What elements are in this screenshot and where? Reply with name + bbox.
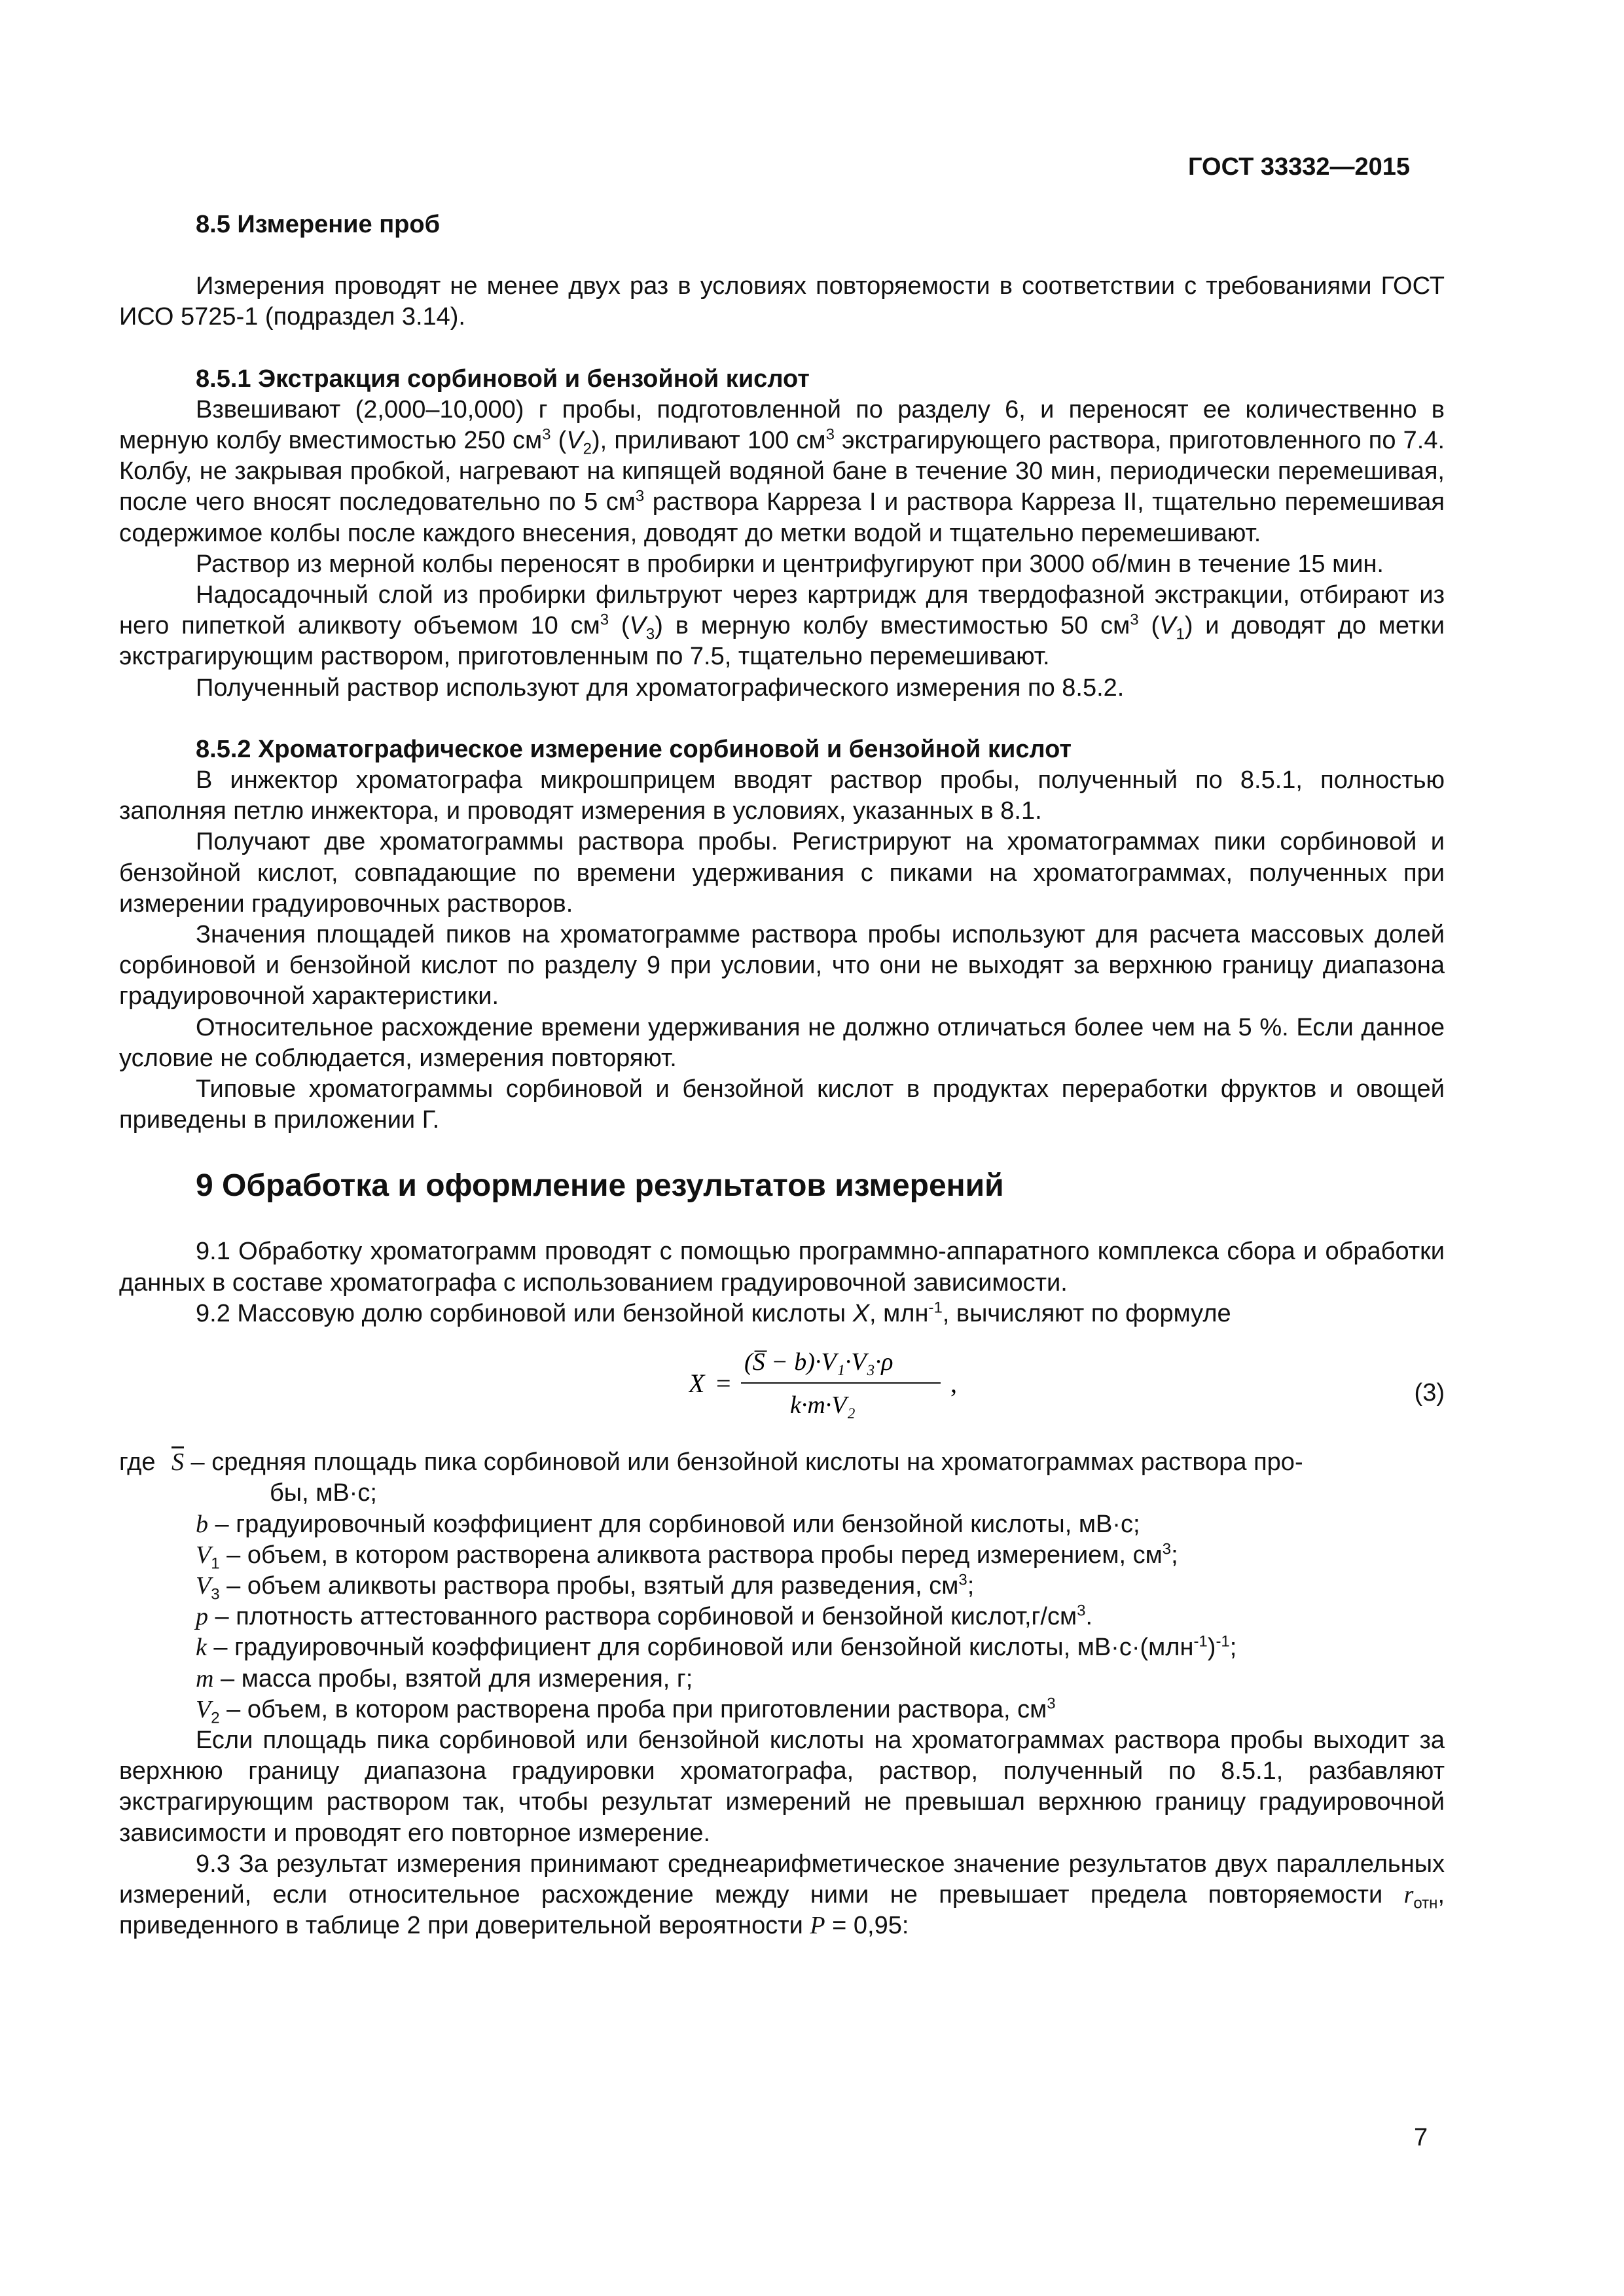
subscript: отн: [1413, 1894, 1438, 1912]
text-continuation: бы, мВ·с;: [270, 1479, 377, 1507]
variable-definitions: [119, 1447, 1445, 1725]
section-8-5-paragraph: Измерения проводят не менее двух раз в условиях повторяемости в соответствии с требованиями ГОСТ ИСО 5725-1 (подраздел 3.14).: [119, 272, 1445, 331]
text-span: – объем, в котором растворена проба при приготовлении раствора, см: [219, 1695, 1047, 1723]
definition-m: [171, 1664, 1445, 1695]
formula-denominator: k·m·V₂: [790, 1391, 856, 1420]
standard-designation: ГОСТ 33332—2015: [1188, 153, 1411, 181]
spacer: [119, 333, 1445, 364]
text-span: .: [1085, 1603, 1092, 1631]
definition-v1: [171, 1540, 1445, 1571]
symbol: V: [196, 1695, 211, 1723]
page-number: 7: [1414, 2124, 1428, 2151]
text-span: , приведенного в таблице 2 при доверительной вероятности: [119, 1880, 1445, 1940]
formula-lhs: X: [689, 1369, 705, 1399]
section-8-5-2-paragraph-injection: В инжектор хроматографа микрошприцем вводят раствор пробы, полученный по 8.5.1, полностью заполняя петлю инжектора, и проводят измерения в условиях, указанных в 8.1.: [119, 766, 1445, 825]
section-8-5-2-paragraph-chromatograms: Получают две хроматограммы раствора пробы. Регистрируют на хроматограммах пики сорбиновой и бензойной кислот, совпадающие по времени удерживания с пиками на хроматограммах, полученных при измерении градуировочных растворов.: [119, 828, 1445, 918]
text-span: (: [550, 427, 567, 455]
superscript: 3: [542, 425, 551, 444]
superscript: -1: [1193, 1632, 1208, 1651]
section-8-5-2-paragraph-typical: Типовые хроматограммы сорбиновой и бензойной кислот в продуктах переработки фруктов и овощей приведены в приложении Г.: [119, 1075, 1445, 1134]
definitions-list: [171, 1447, 1445, 1725]
formula-row: [119, 1329, 1445, 1447]
text-span: – градуировочный коэффициент для сорбиновой или бензойной кислоты, мВ·с;: [208, 1510, 1140, 1538]
superscript: 3: [1162, 1540, 1172, 1558]
definitions-lead: где: [119, 1448, 156, 1477]
text-span: ;: [1171, 1541, 1178, 1569]
formula-numerator: (S̅ − b)·V₁·V₃·ρ: [744, 1348, 893, 1376]
superscript: -1: [1216, 1632, 1230, 1651]
text-span: – объем, в котором растворена аликвота раствора пробы перед измерением, см: [219, 1541, 1163, 1569]
text-span: , млн: [869, 1299, 929, 1327]
spacer: [119, 1136, 1445, 1166]
text-span: (: [1138, 612, 1160, 640]
superscript: 3: [1047, 1695, 1056, 1713]
text-span: = 0,95:: [825, 1912, 909, 1940]
superscript: 3: [635, 487, 645, 505]
text-span: 9.3 За результат измерения принимают среднеарифметическое значение результатов двух параллельных измерений, если относительное расхождение между ними не превышает предела повторяемости: [119, 1850, 1445, 1909]
spacer: [119, 240, 1445, 271]
text-span: Взвешивают (2,000–10,000) г пробы, подготовленной по разделу 6, и переносят ее количественно в мерную колбу вместимостью 250 см: [119, 395, 1445, 455]
section-8-5-1-paragraph-weighing: [119, 395, 1445, 549]
definition-k: [171, 1632, 1445, 1663]
symbol: V: [196, 1571, 211, 1600]
text-span: – средняя площадь пика сорбиновой или бензойной кислоты на хроматограммах раствора про-: [184, 1448, 1303, 1477]
formula-3: [689, 1336, 1147, 1434]
text-span: – плотность аттестованного раствора сорбиновой и бензойной кислот,г/см: [208, 1603, 1077, 1631]
section-9-3-paragraph: [119, 1849, 1445, 1942]
section-8-5-1-paragraph-filtration: [119, 580, 1445, 673]
superscript: -1: [928, 1299, 943, 1317]
section-8-5-2-paragraph-peak-areas: Значения площадей пиков на хроматограмме раствора пробы используют для расчета массовых долей сорбиновой и бензойной кислот по разделу 9 при условии, что они не выходят за верхнюю границу диапазона градуировочной характеристики.: [119, 921, 1445, 1011]
subscript: 1: [1176, 625, 1185, 643]
superscript: 3: [600, 611, 609, 629]
symbol: $\overline{S}$: [171, 1448, 184, 1477]
text-span: ), приливают 100 см: [592, 427, 826, 455]
formula-comma: ,: [950, 1369, 957, 1399]
superscript: 3: [825, 425, 835, 444]
text-span: ) и доводят до метки экстрагирующим раствором, приготовленным по 7.5, тщательно перемешивают.: [119, 612, 1445, 671]
variable: V: [629, 612, 646, 640]
symbol: р: [196, 1603, 208, 1631]
symbol: m: [196, 1664, 214, 1693]
text-span: , вычисляют по формуле: [942, 1299, 1231, 1327]
text-span: (: [609, 612, 630, 640]
superscript: 3: [1077, 1602, 1086, 1620]
spacer: [119, 1206, 1445, 1236]
subscript: 1: [211, 1554, 220, 1573]
text-span: ): [1207, 1634, 1216, 1662]
formula-equals: =: [716, 1369, 731, 1399]
text-span: ) в мерную колбу вместимостью 50 см: [655, 612, 1130, 640]
section-8-5-2-heading: 8.5.2 Хроматографическое измерение сорбиновой и бензойной кислот: [196, 735, 1072, 763]
variable: P: [810, 1912, 825, 1940]
subscript: 2: [583, 440, 592, 458]
page-content: [119, 209, 1445, 1941]
section-8-5-1-paragraph-result: Полученный раствор используют для хроматографического измерения по 8.5.2.: [196, 673, 1125, 702]
text-span: раствора Карреза I и раствора Карреза II, тщательно перемешивая содержимое колбы после каждого внесения, доводят до метки водой и тщательно перемешивают.: [119, 488, 1445, 547]
section-9-2-paragraph: [119, 1299, 1445, 1329]
spacer: [119, 704, 1445, 734]
variable: V: [566, 427, 583, 455]
subscript: 3: [211, 1585, 220, 1604]
symbol: b: [196, 1510, 208, 1538]
dilution-paragraph: Если площадь пика сорбиновой или бензойной кислоты на хроматограммах раствора пробы выходит за верхнюю границу диапазона градуировки хроматографа, раствор, полученный по 8.5.1, разбавляют экстрагирующим раствором так, чтобы результат измерений не превышал верхнюю границу градуировочной зависимости и проводят его повторное измерение.: [119, 1726, 1445, 1847]
text-span: – градуировочный коэффициент для сорбиновой или бензойной кислоты, мВ·с·(млн: [206, 1634, 1194, 1662]
section-8-5-1-heading: 8.5.1 Экстракция сорбиновой и бензойной кислот: [196, 365, 810, 393]
definition-density: [171, 1602, 1445, 1632]
definition-v2: [171, 1695, 1445, 1725]
section-9-1-paragraph: 9.1 Обработку хроматограмм проводят с помощью программно-аппаратного комплекса сбора и обработки данных в составе хроматографа с использованием градуировочной зависимости.: [119, 1238, 1445, 1297]
text-span: ;: [1229, 1634, 1237, 1662]
text-span: – объем аликвоты раствора пробы, взятый для разведения, см: [219, 1571, 959, 1600]
variable: V: [1159, 612, 1176, 640]
section-8-5-1-paragraph-centrifuge: Раствор из мерной колбы переносят в пробирки и центрифугируют при 3000 об/мин в течение 15 мин.: [196, 550, 1384, 578]
variable: r: [1403, 1880, 1414, 1909]
text-span: 9.2 Массовую долю сорбиновой или бензойной кислоты: [196, 1299, 853, 1327]
superscript: 3: [1130, 611, 1139, 629]
subscript: 3: [645, 625, 655, 643]
definition-b: [171, 1509, 1445, 1540]
text-span: ;: [967, 1571, 975, 1600]
definition-s: [171, 1447, 1445, 1509]
symbol: k: [196, 1634, 207, 1662]
superscript: 3: [958, 1571, 967, 1589]
text-span: Надосадочный слой из пробирки фильтруют через картридж для твердофазной экстракции, отбирают из него пипеткой аликвоту объемом 10 см: [119, 581, 1445, 640]
subscript: 2: [211, 1709, 220, 1727]
text-span: – масса пробы, взятой для измерения, г;: [213, 1664, 693, 1693]
section-8-5-2-paragraph-retention: Относительное расхождение времени удерживания не должно отличаться более чем на 5 %. Если данное условие не соблюдается, измерения повторяют.: [119, 1013, 1445, 1072]
variable: X: [852, 1299, 870, 1327]
definition-v3: [171, 1571, 1445, 1602]
text-span: экстрагирующего раствора, приготовленного по 7.4. Колбу, не закрывая пробкой, нагревают на кипящей водяной бане в течение 30 мин, периодически перемешивая, после чего вносят последовательно по 5 см: [119, 427, 1445, 516]
formula-number: (3): [1414, 1379, 1445, 1407]
section-9-heading: 9 Обработка и оформление результатов измерений: [196, 1168, 1004, 1204]
section-8-5-heading: 8.5 Измерение проб: [196, 211, 441, 238]
symbol: V: [196, 1541, 211, 1569]
